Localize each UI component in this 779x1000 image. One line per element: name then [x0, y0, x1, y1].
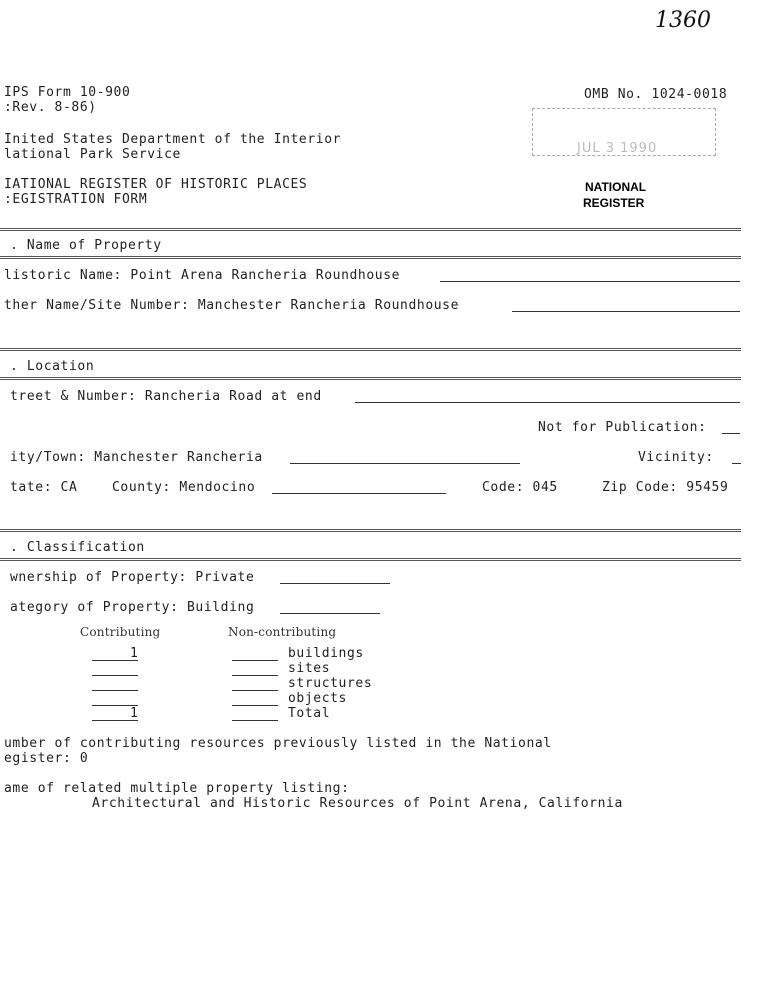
section-divider — [0, 256, 741, 259]
section-title-classification: . Classification — [10, 540, 145, 555]
section-title-location: . Location — [10, 359, 95, 374]
noncontributing-count-line — [232, 660, 278, 661]
noncontributing-count-line — [232, 720, 278, 721]
received-stamp-date: JUL 3 1990 — [577, 141, 658, 156]
contributing-count: 1 — [130, 646, 139, 661]
street-line — [355, 402, 740, 403]
section-divider — [0, 377, 741, 380]
state: tate: CA — [10, 480, 78, 495]
county: County: Mendocino — [112, 480, 256, 495]
ownership-line — [280, 583, 390, 584]
other-name-line — [512, 311, 740, 312]
contributing-count: 1 — [130, 706, 139, 721]
resource-type-label: Total — [288, 706, 331, 721]
section-divider — [0, 348, 741, 351]
noncontributing-count-line — [232, 705, 278, 706]
stamp-national-label: NATIONAL — [585, 180, 647, 194]
ownership: wnership of Property: Private — [10, 570, 255, 585]
section-divider — [0, 228, 741, 231]
other-name: ther Name/Site Number: Manchester Rancheria Roundhouse — [4, 298, 460, 313]
omb-number: OMB No. 1024-0018 — [584, 87, 728, 102]
contributing-header: Contributing — [80, 625, 161, 639]
resource-type-label: buildings — [288, 646, 364, 661]
form-name: :EGISTRATION FORM — [4, 192, 148, 207]
agency: lational Park Service — [4, 147, 181, 162]
vicinity-line — [732, 463, 741, 464]
multiple-listing-value: Architectural and Historic Resources of Point Arena, California — [92, 796, 623, 811]
county-line — [272, 493, 446, 494]
historic-name-line — [440, 281, 740, 282]
resource-type-label: sites — [288, 661, 331, 676]
stamp-register-label: REGISTER — [583, 196, 645, 210]
section-title-name: . Name of Property — [10, 238, 162, 253]
section-divider — [0, 529, 741, 532]
not-for-publication: Not for Publication: — [538, 420, 707, 435]
not-for-publication-line — [722, 433, 740, 434]
form-revision: :Rev. 8-86) — [4, 100, 97, 115]
noncontributing-count-line — [232, 690, 278, 691]
noncontributing-header: Non-contributing — [228, 625, 337, 639]
resource-type-label: structures — [288, 676, 373, 691]
historic-name: listoric Name: Point Arena Rancheria Roundhouse — [4, 268, 401, 283]
handwritten-page-number: 1360 — [655, 8, 711, 33]
multiple-listing-label: ame of related multiple property listing: — [4, 781, 350, 796]
category-line — [280, 613, 380, 614]
previously-listed-count: umber of contributing resources previously listed in the National — [4, 736, 552, 751]
street-number: treet & Number: Rancheria Road at end — [10, 389, 322, 404]
contributing-count-line — [92, 690, 138, 691]
vicinity: Vicinity: — [638, 450, 714, 465]
contributing-count-line — [92, 675, 138, 676]
form-id: IPS Form 10-900 — [4, 85, 131, 100]
received-stamp — [532, 108, 716, 156]
section-divider — [0, 558, 741, 561]
county-code: Code: 045 — [482, 480, 558, 495]
city-line — [290, 463, 520, 464]
city-town: ity/Town: Manchester Rancheria — [10, 450, 263, 465]
noncontributing-count-line — [232, 675, 278, 676]
department: Inited States Department of the Interior — [4, 132, 342, 147]
resource-type-label: objects — [288, 691, 347, 706]
previously-listed-count-cont: egister: 0 — [4, 751, 89, 766]
category: ategory of Property: Building — [10, 600, 255, 615]
register-title: IATIONAL REGISTER OF HISTORIC PLACES — [4, 177, 308, 192]
zip-code: Zip Code: 95459 — [602, 480, 729, 495]
